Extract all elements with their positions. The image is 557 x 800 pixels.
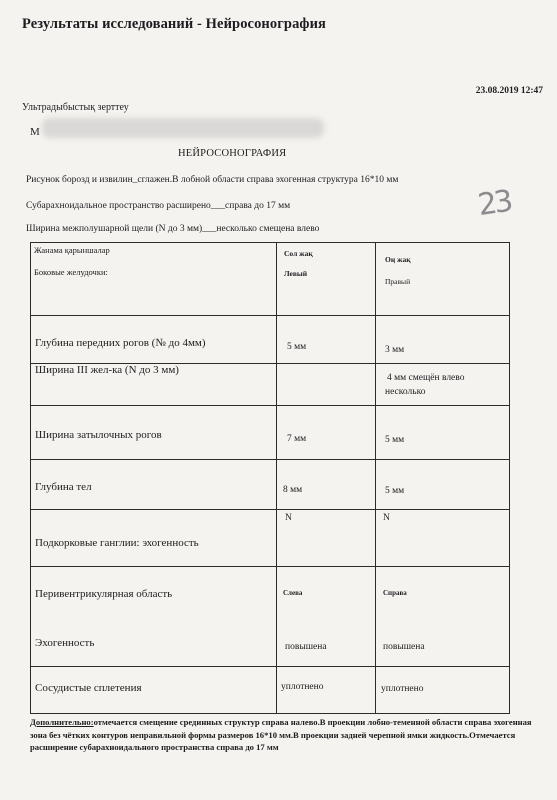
echogenicity-left: повышена xyxy=(285,642,327,652)
occipital-horns-right: 5 мм xyxy=(385,435,405,445)
column-divider-left xyxy=(276,243,277,713)
occipital-horns-left: 7 мм xyxy=(287,434,307,444)
patient-name-initial: М xyxy=(30,126,40,138)
right-column-kz: Оң жақ xyxy=(385,255,411,264)
choroid-plexus-label: Сосудистые сплетения xyxy=(35,682,142,694)
third-ventricle-label: Ширина III жел-ка (N до 3 мм) xyxy=(35,364,179,376)
row-divider xyxy=(31,666,509,667)
right-column-ru: Правый xyxy=(385,277,411,286)
finding-interhemispheric-fissure: Ширина межполушарной щели (N до 3 мм)___несколько смещена влево xyxy=(26,224,320,234)
handwritten-number: 23 xyxy=(475,183,513,224)
choroid-plexus-left: уплотнено xyxy=(281,682,324,692)
left-column-kz: Сол жақ xyxy=(284,249,313,258)
left-column-ru: Левый xyxy=(284,269,308,278)
body-depth-left: 8 мм xyxy=(283,485,303,495)
finding-subarachnoid-space: Субарахноидальное пространство расширено___справа до 17 мм xyxy=(26,201,291,211)
redacted-patient-name xyxy=(42,118,324,138)
front-horns-left: 5 мм xyxy=(287,342,307,352)
echogenicity-label: Эхогенность xyxy=(35,637,95,649)
body-depth-label: Глубина тел xyxy=(35,481,92,493)
row-divider xyxy=(31,566,509,567)
periventricular-right-head: Справа xyxy=(383,589,407,597)
row-divider xyxy=(31,315,509,316)
additional-notes-label: Дополнительно: xyxy=(30,717,94,727)
exam-datetime: 23.08.2019 12:47 xyxy=(475,86,543,96)
basal-ganglia-right: N xyxy=(383,513,390,523)
front-horns-label: Глубина передних рогов (№ до 4мм) xyxy=(35,337,206,349)
occipital-horns-label: Ширина затылочных рогов xyxy=(35,429,162,441)
basal-ganglia-label: Подкорковые ганглии: эхогенность xyxy=(35,537,199,549)
document-title: Результаты исследований - Нейросонография xyxy=(22,16,326,32)
header-ru: Боковые желудочки: xyxy=(34,267,108,277)
column-divider-right xyxy=(375,243,376,713)
row-divider xyxy=(31,459,509,460)
third-ventricle-value: 4 мм смещён влево xyxy=(387,373,465,383)
additional-notes-text: отмечается смещение срединных структур справа налево.В проекции лобно-теменной области справа эхогенная зона без чётких контуров неправильной формы размеров 16*10 мм.В проекции задней черепной ямки жидкость.Отмечается расширение субарахноидального пространства справа до 17 мм xyxy=(30,717,532,752)
section-heading: НЕЙРОСОНОГРАФИЯ xyxy=(178,148,287,159)
body-depth-right: 5 мм xyxy=(385,486,405,496)
study-type-kz: Ультрадыбыстық зерттеу xyxy=(22,102,129,113)
additional-notes xyxy=(30,716,535,754)
third-ventricle-value-2: несколько xyxy=(385,387,426,397)
ventricles-table xyxy=(30,242,510,714)
row-divider xyxy=(31,509,509,510)
row-divider xyxy=(31,405,509,406)
echogenicity-right: повышена xyxy=(383,642,425,652)
basal-ganglia-left: N xyxy=(285,513,292,523)
periventricular-left-head: Слева xyxy=(283,589,303,597)
header-kz: Жанама қарыншалар xyxy=(34,245,110,255)
finding-sulci-gyri: Рисунок борозд и извилин_сглажен.В лобной области справа эхогенная структура 16*10 мм xyxy=(26,175,399,185)
periventricular-label: Перивентрикулярная область xyxy=(35,588,173,600)
choroid-plexus-right: уплотнено xyxy=(381,684,424,694)
front-horns-right: 3 мм xyxy=(385,345,405,355)
